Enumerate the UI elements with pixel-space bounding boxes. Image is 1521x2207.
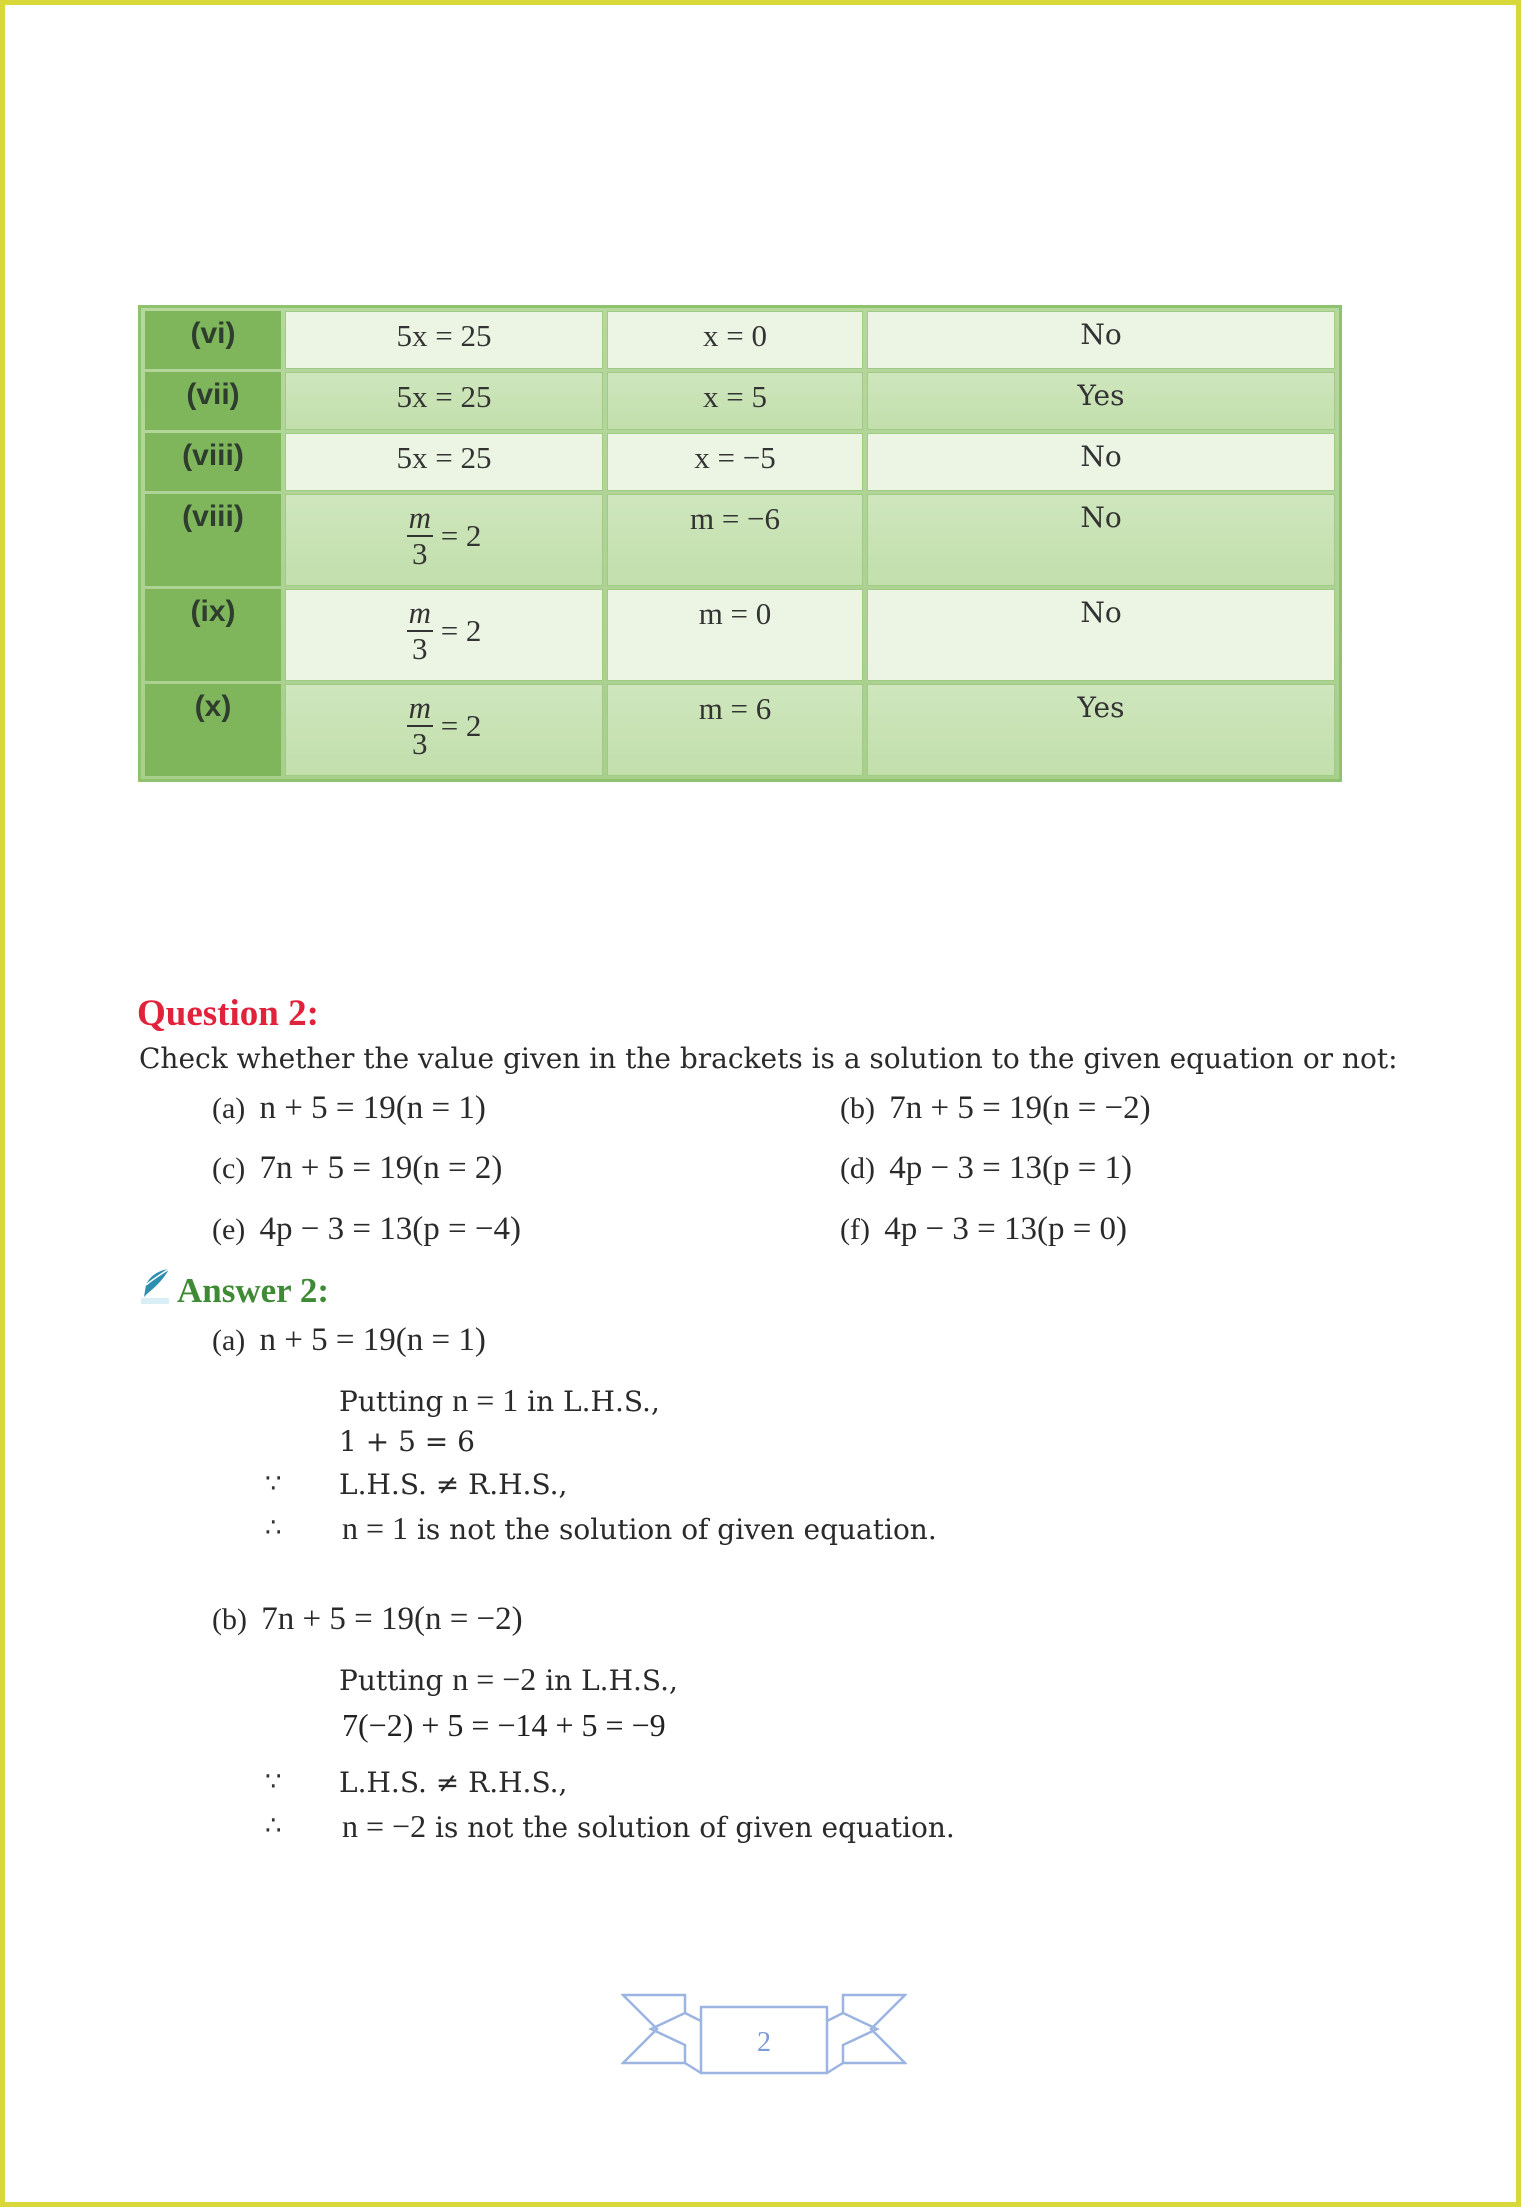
- table-row: [145, 372, 1335, 430]
- fraction: [407, 691, 433, 761]
- option-expression: 4p − 3 = 13(p = 0): [884, 1211, 1128, 1247]
- part-expression: 7n + 5 = 19(n = −2): [261, 1601, 523, 1637]
- answer-a-because: L.H.S. ≠ R.H.S.,: [339, 1468, 568, 1501]
- part-expression: n + 5 = 19(n = 1): [259, 1322, 486, 1358]
- fraction-denominator: 3: [412, 726, 428, 761]
- conclusion-value: n = 1: [342, 1510, 409, 1546]
- table-row: [145, 311, 1335, 369]
- equation-cell: 5x = 25: [285, 372, 603, 430]
- fraction-denominator: 3: [412, 536, 428, 571]
- answer-b-heading: [212, 1601, 523, 1638]
- putting-value: n = −2: [452, 1661, 537, 1697]
- answer-a-conclusion: [342, 1510, 937, 1547]
- option-a: [212, 1090, 486, 1127]
- option-label: (b): [840, 1092, 875, 1125]
- equation-cell: [285, 494, 603, 586]
- answer-title: Answer 2:: [177, 1271, 329, 1310]
- option-label: (c): [212, 1152, 246, 1185]
- option-e: [212, 1211, 521, 1248]
- table-row: [145, 684, 1335, 776]
- fraction-numerator: m: [408, 595, 431, 630]
- option-expression: n + 5 = 19(n = 1): [259, 1090, 486, 1126]
- option-expression: 7n + 5 = 19(n = −2): [889, 1090, 1151, 1126]
- page-number: 2: [757, 2027, 771, 2058]
- equation-cell: [285, 684, 603, 776]
- answer-b-putting: [339, 1661, 678, 1698]
- pencil-icon: [138, 1267, 172, 1305]
- value-cell: m = 6: [607, 684, 863, 776]
- table-row: [145, 589, 1335, 681]
- option-label: (e): [212, 1213, 246, 1246]
- value-cell: x = −5: [607, 433, 863, 491]
- equation-cell: [285, 589, 603, 681]
- option-label: (a): [212, 1092, 246, 1125]
- therefore-icon: ∴: [265, 1811, 282, 1841]
- because-icon: ∵: [265, 1469, 282, 1499]
- row-number: (viii): [145, 433, 281, 491]
- equation-cell: 5x = 25: [285, 433, 603, 491]
- answer-a-heading: [212, 1322, 486, 1359]
- answer-b-conclusion: [342, 1808, 955, 1845]
- value-cell: x = 5: [607, 372, 863, 430]
- fraction-numerator: m: [408, 690, 431, 725]
- conclusion-text: is not the solution of given equation.: [416, 1513, 937, 1546]
- equation-rhs: = 2: [432, 708, 482, 743]
- part-label: (b): [212, 1603, 247, 1636]
- therefore-icon: ∴: [265, 1513, 282, 1543]
- solutions-table: [138, 305, 1342, 782]
- row-number: (vii): [145, 372, 281, 430]
- conclusion-text: is not the solution of given equation.: [435, 1811, 955, 1844]
- putting-prefix: Putting: [339, 1385, 444, 1418]
- equation-rhs: = 2: [432, 613, 482, 648]
- answer-a-calc: 1 + 5 = 6: [339, 1425, 475, 1458]
- result-cell: No: [867, 494, 1335, 586]
- equation-cell: 5x = 25: [285, 311, 603, 369]
- putting-prefix: Putting: [339, 1664, 444, 1697]
- question-text: Check whether the value given in the brackets is a solution to the given equation or not:: [139, 1042, 1398, 1075]
- conclusion-value: n = −2: [342, 1808, 427, 1844]
- row-number: (viii): [145, 494, 281, 586]
- answer-a-putting: [339, 1382, 660, 1419]
- option-b: [840, 1090, 1151, 1127]
- result-cell: Yes: [867, 372, 1335, 430]
- putting-suffix: in L.H.S.,: [527, 1385, 660, 1418]
- option-label: (d): [840, 1152, 875, 1185]
- fraction-numerator: m: [408, 500, 431, 535]
- result-cell: Yes: [867, 684, 1335, 776]
- value-cell: x = 0: [607, 311, 863, 369]
- row-number: (vi): [145, 311, 281, 369]
- table-row: [145, 433, 1335, 491]
- option-label: (f): [840, 1213, 870, 1246]
- fraction-denominator: 3: [412, 631, 428, 666]
- option-f: [840, 1211, 1127, 1248]
- part-label: (a): [212, 1324, 246, 1357]
- option-d: [840, 1150, 1132, 1187]
- answer-b-calc: 7(−2) + 5 = −14 + 5 = −9: [342, 1707, 666, 1743]
- table-row: [145, 494, 1335, 586]
- because-icon: ∵: [265, 1767, 282, 1797]
- answer-b-because: L.H.S. ≠ R.H.S.,: [339, 1766, 568, 1799]
- row-number: (x): [145, 684, 281, 776]
- putting-value: n = 1: [452, 1382, 519, 1418]
- equation-rhs: = 2: [432, 518, 482, 553]
- value-cell: m = −6: [607, 494, 863, 586]
- putting-suffix: in L.H.S.,: [545, 1664, 678, 1697]
- option-expression: 4p − 3 = 13(p = −4): [259, 1211, 521, 1247]
- question-title: Question 2:: [137, 993, 319, 1034]
- value-cell: m = 0: [607, 589, 863, 681]
- fraction: [407, 596, 433, 666]
- option-expression: 7n + 5 = 19(n = 2): [259, 1150, 503, 1186]
- result-cell: No: [867, 433, 1335, 491]
- result-cell: No: [867, 311, 1335, 369]
- fraction: [407, 501, 433, 571]
- result-cell: No: [867, 589, 1335, 681]
- option-expression: 4p − 3 = 13(p = 1): [889, 1150, 1133, 1186]
- option-c: [212, 1150, 502, 1187]
- row-number: (ix): [145, 589, 281, 681]
